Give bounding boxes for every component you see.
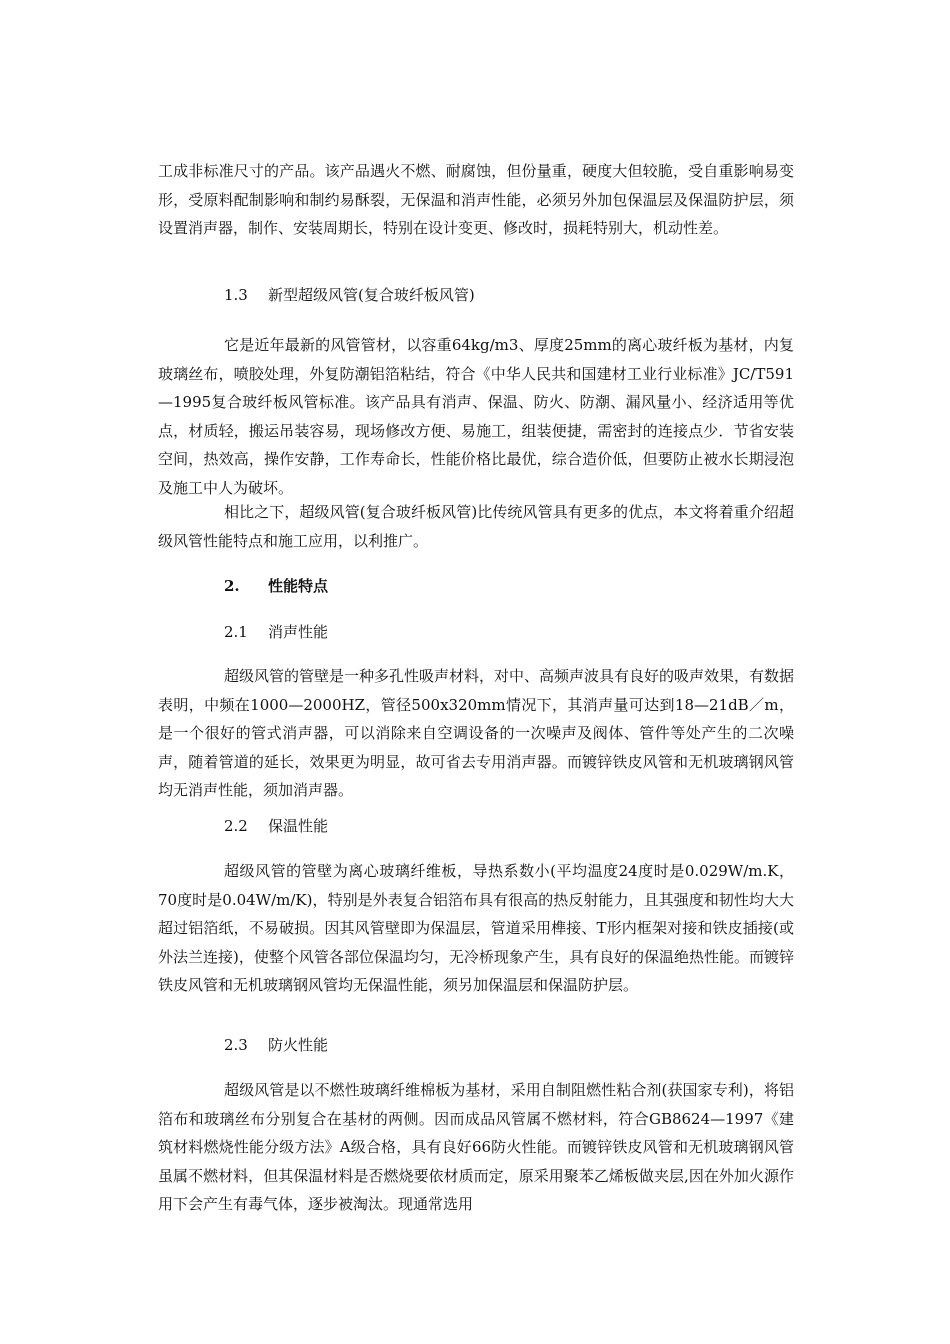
section-number: 1.3 bbox=[224, 286, 248, 304]
section-number: 2.1 bbox=[224, 623, 248, 641]
paragraph-compare: 相比之下，超级风管(复合玻纤板风管)比传统风管具有更多的优点，本文将着重介绍超级风管性能特点和施工应用，以利推广。 bbox=[158, 503, 794, 550]
section-number: 2. bbox=[224, 577, 240, 595]
section-heading-2-3 bbox=[224, 1031, 328, 1059]
section-title: 防火性能 bbox=[268, 1036, 329, 1054]
section-heading-2-1 bbox=[224, 618, 328, 646]
paragraph-continued: 工成非标准尺寸的产品。该产品遇火不燃、耐腐蚀，但份量重，硬度大但较脆，受自重影响易变形，受原料配制影响和制约易酥裂，无保温和消声性能，必须另外加包保温层及保温防护层，须设置消声器，制作、安装周期长，特别在设计变更、修改时，损耗特别大，机动性差。 bbox=[158, 162, 794, 238]
section-number: 2.2 bbox=[224, 817, 248, 835]
section-number: 2.3 bbox=[224, 1036, 248, 1054]
paragraph-2-1: 超级风管的管壁是一种多孔性吸声材料，对中、高频声波具有良好的吸声效果，有数据表明，中频在1000—2000HZ，管径500x320mm情况下，其消声量可达到18—21dB／m，是一个很好的管式消声器，可以消除来自空调设备的一次噪声及阀体、管件等处产生的二次噪声，随着管道的延长，效果更为明显，故可省去专用消声器。而镀锌铁皮风管和无机玻璃钢风管均无消声性能，须加消声器。 bbox=[158, 667, 795, 800]
paragraph-2-3: 超级风管是以不燃性玻璃纤维棉板为基材，采用自制阻燃性粘合剂(获国家专利)，将铝箔布和玻璃丝布分别复合在基材的两侧。因而成品风管属不燃材料，符合GB8624—1997《建筑材料燃烧性能分级方法》A级合格，具有良好66防火性能。而镀锌铁皮风管和无机玻璃钢风管虽属不燃材料，但其保温材料是否燃烧要依材质而定，原采用聚苯乙烯板做夹层,因在外加火源作用下会产生有毒气体，逐步被淘汰。现通常选用 bbox=[158, 1081, 794, 1214]
section-title: 消声性能 bbox=[268, 623, 329, 641]
section-title: 性能特点 bbox=[268, 577, 329, 595]
section-heading-2 bbox=[224, 572, 328, 600]
section-heading-2-2 bbox=[224, 812, 328, 840]
section-heading-1-3 bbox=[224, 281, 475, 309]
paragraph-1-3: 它是近年最新的风管管材，以容重64kg/m3、厚度25mm的离心玻纤板为基材，内复玻璃丝布，喷胶处理，外复防潮铝箔粘结，符合《中华人民共和国建材工业行业标准》JC/T591—1995复合玻纤板风管标准。该产品具有消声、保温、防火、防潮、漏风量小、经济适用等优点，材质轻，搬运吊装容易，现场修改方便、易施工，组装便捷，需密封的连接点少．节省安装空间，热效高，操作安静，工作寿命长，性能价格比最优，综合造价低，但要防止被水长期浸泡及施工中人为破坏。 bbox=[158, 336, 794, 497]
section-title: 新型超级风管(复合玻纤板风管) bbox=[268, 286, 475, 304]
paragraph-2-2: 超级风管的管壁为离心玻璃纤维板，导热系数小(平均温度24度时是0.029W/m.K，70度时是0.04W/m/K)，特别是外表复合铝箔布具有很高的热反射能力，且其强度和韧性均大大超过铝箔纸，不易破损。因其风管壁即为保温层，管道采用榫接、T形内框架对接和铁皮插接(或外法兰连接)，使整个风管各部位保温均匀，无冷桥现象产生，具有良好的保温绝热性能。而镀锌铁皮风管和无机玻璃钢风管均无保温性能，须另加保温层和保温防护层。 bbox=[158, 862, 794, 995]
section-title: 保温性能 bbox=[268, 817, 329, 835]
